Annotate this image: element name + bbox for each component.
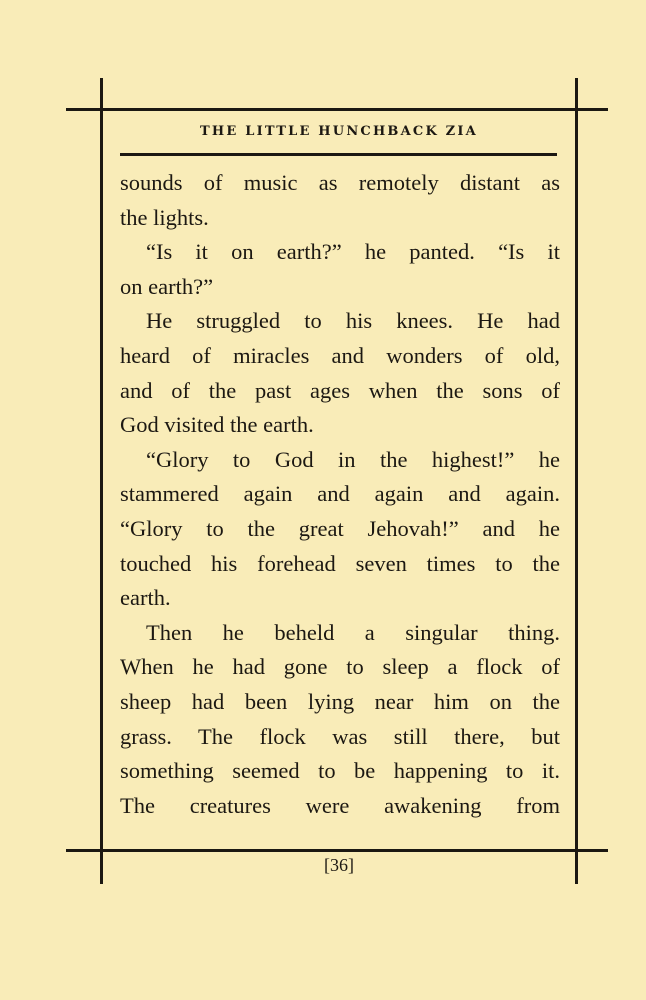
text-line: grass. The flock was still there, but — [120, 723, 560, 749]
text-line: touched his forehead seven times to the — [120, 550, 560, 576]
text-line: on earth?” — [120, 273, 214, 299]
text-line: and of the past ages when the sons of — [120, 377, 560, 403]
running-head: THE LITTLE HUNCHBACK ZIA — [200, 124, 478, 139]
text-line: “Glory to the great Jehovah!” and he — [120, 515, 560, 541]
text-line: Then he beheld a singular thing. — [146, 619, 560, 645]
text-line: something seemed to be happening to it. — [120, 758, 560, 784]
text-line: sounds of music as remotely distant as — [120, 170, 560, 195]
frame-top-rule — [66, 108, 608, 111]
text-line: earth. — [120, 585, 171, 611]
text-line: stammered again and again and again. — [120, 481, 560, 507]
text-line: sheep had been lying near him on the — [120, 688, 560, 714]
text-line: God visited the earth. — [120, 412, 314, 438]
frame-left-rule — [100, 78, 103, 884]
frame-bottom-rule — [66, 849, 608, 852]
header-underline — [120, 153, 557, 156]
body-text — [120, 166, 560, 823]
text-line: “Is it on earth?” he panted. “Is it — [146, 239, 560, 265]
frame-right-rule — [575, 78, 578, 884]
text-line: The creatures were awakening from — [120, 792, 560, 818]
page-number: [36] — [324, 855, 354, 875]
text-line: heard of miracles and wonders of old, — [120, 342, 560, 368]
text-line: He struggled to his knees. He had — [146, 308, 560, 334]
text-line: the lights. — [120, 204, 209, 230]
text-line: When he had gone to sleep a flock of — [120, 654, 560, 680]
text-line: “Glory to God in the highest!” he — [146, 446, 560, 472]
